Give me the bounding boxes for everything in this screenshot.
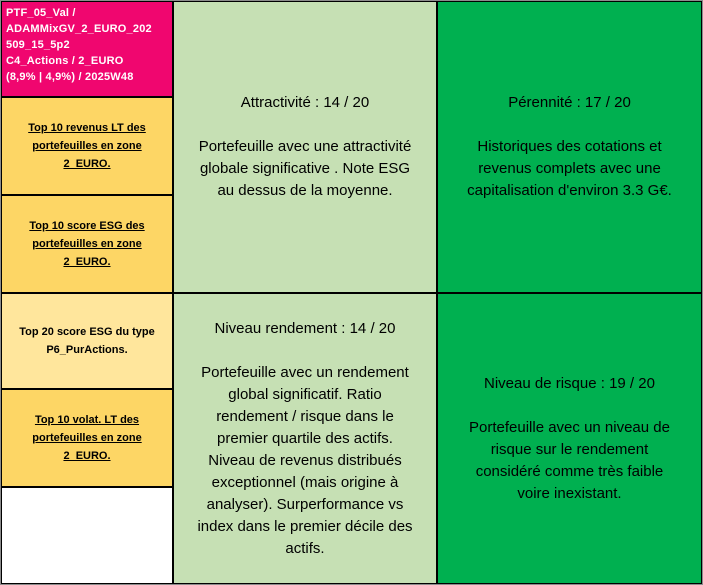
top20-esg-type-cell (1, 293, 173, 389)
header-line-5: (8,9% | 4,9%) / 2025W48 (6, 71, 134, 83)
attractivite-text: Portefeuille avec une attractivité globale significative . Note ESG au dessus de la moyenne. (198, 138, 412, 199)
rendement-title: Niveau rendement : 14 / 20 (214, 319, 396, 337)
perennite-text: Historiques des cotations et revenus complets avec une capitalisation d'environ 3.3 G€. (467, 138, 672, 199)
portfolio-header (1, 1, 173, 97)
risque-title: Niveau de risque : 19 / 20 (484, 374, 655, 392)
top20-esg-type-label: Top 20 score ESG du type P6_PurActions. (19, 326, 155, 356)
risque-panel (437, 293, 702, 584)
top10-volat-link[interactable]: Top 10 volat. LT des portefeuilles en zone 2_EURO. (32, 414, 142, 462)
header-line-3: 509_15_5p2 (6, 39, 70, 51)
empty-cell (1, 487, 173, 584)
top10-esg-cell (1, 195, 173, 293)
top10-volat-cell (1, 389, 173, 487)
rendement-text: Portefeuille avec un rendement global significatif. Ratio rendement / risque dans le premier quartile des actifs. Niveau de revenus distribués exceptionnel (mais origine à analyser). Surperformance vs index dans le premier décile des actifs. (197, 363, 413, 557)
header-line-1: PTF_05_Val / (6, 7, 76, 19)
attractivite-title: Attractivité : 14 / 20 (240, 94, 370, 111)
header-line-4: C4_Actions / 2_EURO (6, 55, 124, 67)
risque-text: Portefeuille avec un niveau de risque sur le rendement considéré comme très faible voire inexistant. (469, 418, 670, 502)
perennite-panel (437, 1, 702, 293)
perennite-title: Pérennité : 17 / 20 (508, 94, 631, 111)
attractivite-panel (173, 1, 437, 293)
top10-revenus-link[interactable]: Top 10 revenus LT des portefeuilles en zone 2_EURO. (28, 122, 146, 170)
top10-revenus-cell (1, 97, 173, 195)
header-line-2: ADAMMixGV_2_EURO_202 (6, 23, 152, 35)
top10-esg-link[interactable]: Top 10 score ESG des portefeuilles en zone 2_EURO. (29, 220, 145, 268)
rendement-panel (173, 293, 437, 584)
